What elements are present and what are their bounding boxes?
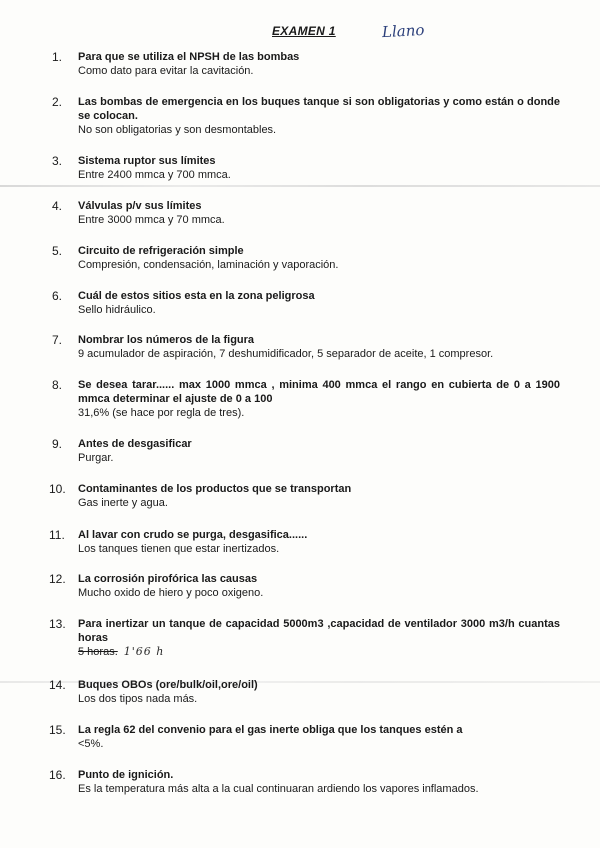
question-text: Nombrar los números de la figura bbox=[78, 334, 255, 346]
question-number: 7. bbox=[52, 333, 63, 347]
question-text: Sistema ruptor sus límites bbox=[78, 155, 216, 167]
question-item bbox=[40, 378, 560, 420]
answer-text: Entre 3000 mmca y 70 mmca. bbox=[78, 214, 225, 226]
question-item bbox=[40, 678, 560, 706]
question-item bbox=[40, 437, 560, 465]
question-item bbox=[40, 528, 560, 556]
question-text: Contaminantes de los productos que se transportan bbox=[78, 483, 352, 495]
question-number: 15. bbox=[49, 723, 66, 737]
question-item bbox=[40, 482, 560, 510]
question-text: Cuál de estos sitios esta en la zona peligrosa bbox=[78, 290, 315, 302]
scan-artifact-line bbox=[0, 185, 600, 187]
answer-text: 9 acumulador de aspiración, 7 deshumidificador, 5 separador de aceite, 1 compresor. bbox=[78, 348, 494, 360]
answer-text: Es la temperatura más alta a la cual continuaran ardiendo los vapores inflamados. bbox=[78, 783, 479, 795]
question-item bbox=[40, 199, 560, 227]
question-text: Para inertizar un tanque de capacidad 5000m3 ,capacidad de ventilador 3000 m3/h cuantas horas bbox=[78, 618, 560, 644]
answer-text: Los dos tipos nada más. bbox=[78, 693, 198, 705]
question-text: Antes de desgasificar bbox=[78, 438, 192, 450]
question-text: La corrosión pirofórica las causas bbox=[78, 573, 258, 585]
question-number: 8. bbox=[52, 378, 63, 392]
question-number: 3. bbox=[52, 154, 63, 168]
answer-text: 31,6% (se hace por regla de tres). bbox=[78, 407, 245, 419]
question-number: 4. bbox=[52, 199, 63, 213]
answer-text: 5 horas. bbox=[78, 646, 118, 658]
answer-line bbox=[78, 645, 560, 659]
question-item bbox=[40, 768, 560, 796]
question-text: La regla 62 del convenio para el gas inerte obliga que los tanques estén a bbox=[78, 724, 463, 736]
question-number: 10. bbox=[49, 482, 66, 496]
question-text: Para que se utiliza el NPSH de las bombas bbox=[78, 51, 300, 63]
question-item bbox=[40, 244, 560, 272]
answer-text: Entre 2400 mmca y 700 mmca. bbox=[78, 169, 231, 181]
answer-text: Gas inerte y agua. bbox=[78, 497, 168, 509]
exam-title: EXAMEN 1 bbox=[272, 24, 336, 38]
question-text: Buques OBOs (ore/bulk/oil,ore/oil) bbox=[78, 679, 258, 691]
answer-text: Compresión, condensación, laminación y vaporación. bbox=[78, 259, 339, 271]
question-number: 1. bbox=[52, 50, 63, 64]
question-text: Se desea tarar...... max 1000 mmca , minima 400 mmca el rango en cubierta de 0 a 1900 mmca determinar el ajuste de 0 a 100 bbox=[78, 379, 560, 405]
question-number: 14. bbox=[49, 678, 66, 692]
question-text: Al lavar con crudo se purga, desgasifica...... bbox=[78, 529, 308, 541]
question-item bbox=[40, 723, 560, 751]
question-text: Válvulas p/v sus límites bbox=[78, 200, 202, 212]
question-number: 16. bbox=[49, 768, 66, 782]
question-number: 13. bbox=[49, 617, 66, 631]
answer-text: <5%. bbox=[78, 738, 104, 750]
question-number: 11. bbox=[49, 528, 65, 542]
answer-text: Purgar. bbox=[78, 452, 114, 464]
question-text: Las bombas de emergencia en los buques tanque si son obligatorias y como están o donde se colocan. bbox=[78, 96, 560, 122]
question-number: 9. bbox=[52, 437, 63, 451]
answer-text: Sello hidráulico. bbox=[78, 304, 156, 316]
question-item bbox=[40, 95, 560, 137]
question-number: 6. bbox=[52, 289, 63, 303]
handwritten-name: Llano bbox=[381, 20, 425, 42]
handwritten-note: 1'66 h bbox=[123, 645, 165, 658]
question-item bbox=[40, 333, 560, 361]
answer-text: Mucho oxido de hiero y poco oxigeno. bbox=[78, 587, 264, 599]
answer-text: No son obligatorias y son desmontables. bbox=[78, 124, 277, 136]
question-item bbox=[40, 289, 560, 317]
question-item bbox=[40, 50, 560, 78]
question-text: Circuito de refrigeración simple bbox=[78, 245, 244, 257]
question-item bbox=[40, 154, 560, 182]
question-item bbox=[40, 572, 560, 600]
answer-text: Los tanques tienen que estar inertizados. bbox=[78, 543, 280, 555]
question-number: 12. bbox=[49, 572, 66, 586]
answer-text: Como dato para evitar la cavitación. bbox=[78, 65, 254, 77]
question-item bbox=[40, 617, 560, 659]
question-number: 2. bbox=[52, 95, 63, 109]
question-text: Punto de ignición. bbox=[78, 769, 174, 781]
question-number: 5. bbox=[52, 244, 63, 258]
